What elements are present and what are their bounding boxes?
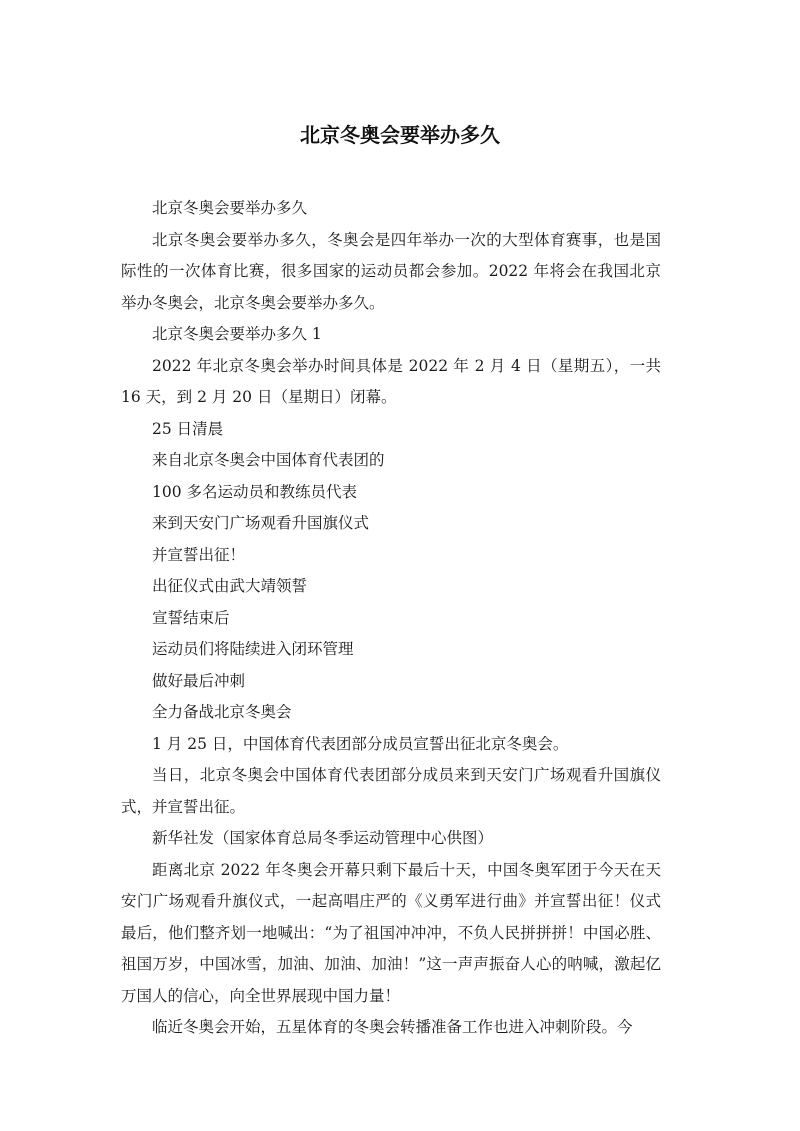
paragraph: 北京冬奥会要举办多久，冬奥会是四年举办一次的大型体育赛事，也是国际性的一次体育比赛，很多国家的运动员都会参加。2022 年将会在我国北京举办冬奥会，北京冬奥会要举办多久。 xyxy=(121,230,661,312)
paragraph: 临近冬奥会开始，五星体育的冬奥会转播准备工作也进入冲刺阶段。今 xyxy=(152,1018,633,1036)
paragraph: 全力备战北京冬奥会 xyxy=(152,703,292,721)
document-body xyxy=(121,193,661,1044)
paragraph: 出征仪式由武大靖领誓 xyxy=(152,577,308,595)
document-title: 北京冬奥会要举办多久 xyxy=(300,123,500,147)
paragraph: 当日，北京冬奥会中国体育代表团部分成员来到天安门广场观看升国旗仪式，并宣誓出征。 xyxy=(121,766,661,816)
paragraph: 做好最后冲刺 xyxy=(152,671,246,690)
paragraph: 北京冬奥会要举办多久 1 xyxy=(152,325,322,343)
paragraph: 100 多名运动员和教练员代表 xyxy=(152,482,358,501)
paragraph: 1 月 25 日，中国体育代表团部分成员宣誓出征北京冬奥会。 xyxy=(152,734,569,753)
paragraph: 新华社发（国家体育总局冬季运动管理中心供图） xyxy=(152,829,494,847)
paragraph: 运动员们将陆续进入闭环管理 xyxy=(152,640,354,658)
paragraph: 并宣誓出征！ xyxy=(152,545,246,564)
paragraph: 2022 年北京冬奥会举办时间具体是 2022 年 2 月 4 日（星期五），一共 16 天，到 2 月 20 日（星期日）闭幕。 xyxy=(121,356,661,406)
paragraph: 宣誓结束后 xyxy=(152,608,230,627)
paragraph: 来自北京冬奥会中国体育代表团的 xyxy=(152,451,385,469)
paragraph: 距离北京 2022 年冬奥会开幕只剩下最后十天，中国冬奥军团于今天在天安门广场观看升旗仪式，一起高唱庄严的《义勇军进行曲》并宣誓出征！仪式最后，他们整齐划一地喊出：“为了祖国冲冲冲，不负人民拼拼拼！中国必胜、祖国万岁，中国冰雪，加油、加油、加油！”这一声声振奋人心的呐喊，激起亿万国人的信心，向全世界展现中国力量！ xyxy=(121,860,661,1005)
paragraph: 北京冬奥会要举办多久 xyxy=(152,199,308,217)
paragraph: 25 日清晨 xyxy=(152,419,224,438)
paragraph: 来到天安门广场观看升国旗仪式 xyxy=(152,514,370,532)
